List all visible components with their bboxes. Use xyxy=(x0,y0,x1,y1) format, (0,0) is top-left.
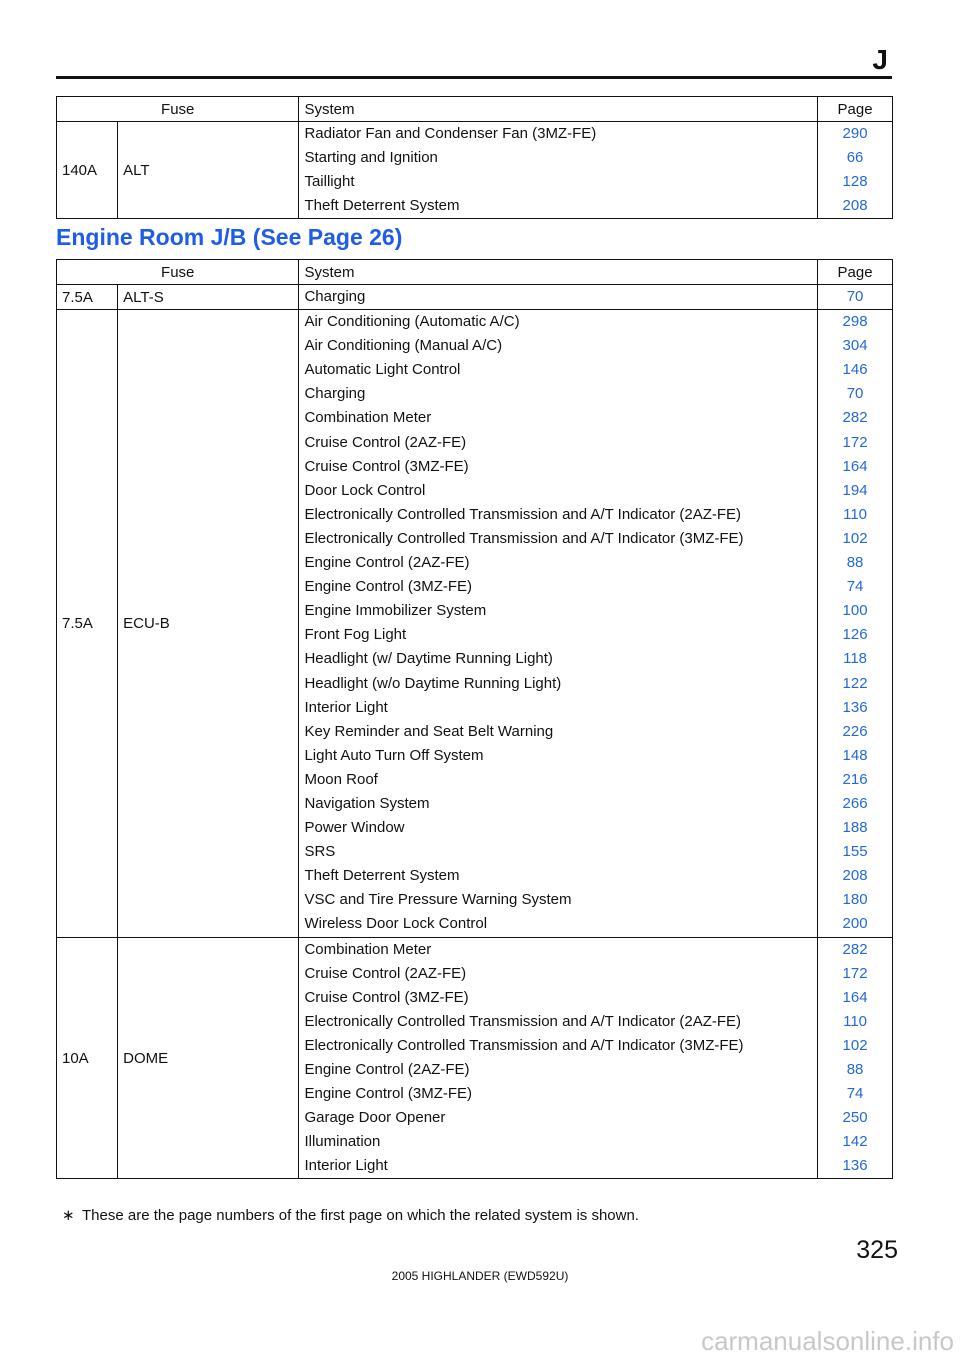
system-name: Electronically Controlled Transmission and A/T Indicator (3MZ-FE) xyxy=(304,529,744,547)
system-name: Door Lock Control xyxy=(304,481,426,499)
page-reference-link[interactable]: 66 xyxy=(846,149,864,167)
fuse-name: ALT-S xyxy=(118,285,299,310)
system-name: Interior Light xyxy=(304,698,388,716)
system-name: Navigation System xyxy=(304,794,430,812)
system-name: Headlight (w/ Daytime Running Light) xyxy=(304,650,553,668)
fuse-table-engine-room xyxy=(56,259,893,1179)
page-reference-link[interactable]: 100 xyxy=(842,602,868,620)
system-name: Theft Deterrent System xyxy=(304,867,460,885)
footnote-symbol: ∗ xyxy=(62,1207,75,1224)
page-reference-link[interactable]: 194 xyxy=(842,481,868,499)
table-header-row xyxy=(57,260,893,285)
system-column-header: System xyxy=(299,97,818,122)
page-reference-link[interactable]: 155 xyxy=(842,843,868,861)
table-row xyxy=(57,310,893,937)
system-name: Charging xyxy=(304,288,366,305)
fuse-column-header: Fuse xyxy=(57,97,299,122)
page-number: 325 xyxy=(856,1236,898,1264)
page-reference-link[interactable]: 172 xyxy=(842,964,868,982)
page-reference-link[interactable]: 164 xyxy=(842,457,868,475)
page-reference-link[interactable]: 208 xyxy=(842,197,868,215)
system-name: Engine Control (3MZ-FE) xyxy=(304,1085,473,1103)
page-reference-link[interactable]: 188 xyxy=(842,819,868,837)
page-reference-link[interactable]: 146 xyxy=(842,361,868,379)
page-reference-link[interactable]: 298 xyxy=(842,313,868,331)
system-name: Automatic Light Control xyxy=(304,361,461,379)
footnote-text: These are the page numbers of the first page on which the related system is shown. xyxy=(82,1207,639,1224)
fuse-amperage: 10A xyxy=(57,937,118,1179)
table-row xyxy=(57,285,893,310)
page-reference-link[interactable]: 110 xyxy=(843,505,868,523)
page-list xyxy=(818,285,893,310)
system-name: Combination Meter xyxy=(304,409,432,427)
page-reference-link[interactable]: 282 xyxy=(842,409,868,427)
system-name: Electronically Controlled Transmission and A/T Indicator (2AZ-FE) xyxy=(304,1012,742,1030)
fuse-amperage: 140A xyxy=(57,122,118,219)
page-reference-link[interactable]: 216 xyxy=(842,770,868,788)
fuse-amperage: 7.5A xyxy=(57,310,118,937)
fuse-name: ALT xyxy=(118,122,299,219)
fuse-name: DOME xyxy=(118,937,299,1179)
system-name: Taillight xyxy=(304,173,355,191)
page-reference-link[interactable]: 70 xyxy=(846,385,864,403)
system-name: Cruise Control (3MZ-FE) xyxy=(304,457,469,475)
page-reference-link[interactable]: 128 xyxy=(842,173,868,191)
system-name: Engine Control (3MZ-FE) xyxy=(304,578,473,596)
page-reference-link[interactable]: 118 xyxy=(843,650,868,668)
fuse-amperage: 7.5A xyxy=(57,285,118,310)
page-reference-link[interactable]: 172 xyxy=(842,433,868,451)
footnote xyxy=(62,1206,639,1224)
page-reference-link[interactable]: 102 xyxy=(842,529,868,547)
system-name: Moon Roof xyxy=(304,770,378,788)
fuse-column-header: Fuse xyxy=(57,260,299,285)
page-reference-link[interactable]: 250 xyxy=(842,1109,868,1127)
system-name: VSC and Tire Pressure Warning System xyxy=(304,891,572,909)
page-reference-link[interactable]: 74 xyxy=(846,578,864,596)
system-name: Electronically Controlled Transmission and A/T Indicator (3MZ-FE) xyxy=(304,1036,744,1054)
section-letter: J xyxy=(872,44,888,75)
header-rule xyxy=(56,76,892,79)
system-list xyxy=(299,285,818,310)
page-reference-link[interactable]: 180 xyxy=(842,891,868,909)
system-name: Garage Door Opener xyxy=(304,1109,446,1127)
system-list xyxy=(299,310,818,937)
system-name: Front Fog Light xyxy=(304,626,407,644)
page-reference-link[interactable]: 142 xyxy=(842,1133,868,1151)
system-name: Air Conditioning (Automatic A/C) xyxy=(304,313,520,331)
system-name: Interior Light xyxy=(304,1157,388,1175)
page-reference-link[interactable]: 136 xyxy=(842,698,868,716)
system-name: Headlight (w/o Daytime Running Light) xyxy=(304,674,562,692)
system-name: Wireless Door Lock Control xyxy=(304,915,488,933)
page-reference-link[interactable]: 304 xyxy=(842,337,868,355)
system-column-header: System xyxy=(299,260,818,285)
table-header-row xyxy=(57,97,893,122)
page-reference-link[interactable]: 70 xyxy=(846,288,864,305)
page-reference-link[interactable]: 148 xyxy=(842,746,868,764)
system-list xyxy=(299,937,818,1179)
system-name: Cruise Control (2AZ-FE) xyxy=(304,433,467,451)
system-name: Cruise Control (2AZ-FE) xyxy=(304,964,467,982)
page-reference-link[interactable]: 110 xyxy=(843,1012,868,1030)
page-column-header: Page xyxy=(818,260,893,285)
page-reference-link[interactable]: 266 xyxy=(842,794,868,812)
system-list xyxy=(299,122,818,219)
system-name: Light Auto Turn Off System xyxy=(304,746,484,764)
page-reference-link[interactable]: 282 xyxy=(842,940,868,958)
page-reference-link[interactable]: 74 xyxy=(846,1085,864,1103)
page-reference-link[interactable]: 126 xyxy=(842,626,868,644)
page-reference-link[interactable]: 136 xyxy=(842,1157,868,1175)
system-name: Theft Deterrent System xyxy=(304,197,460,215)
page-reference-link[interactable]: 290 xyxy=(842,125,868,142)
page-reference-link[interactable]: 208 xyxy=(842,867,868,885)
page-column-header: Page xyxy=(818,97,893,122)
page-reference-link[interactable]: 226 xyxy=(842,722,868,740)
system-name: Air Conditioning (Manual A/C) xyxy=(304,337,503,355)
system-name: Engine Control (2AZ-FE) xyxy=(304,554,470,572)
page-list xyxy=(818,937,893,1179)
page-reference-link[interactable]: 200 xyxy=(842,915,868,933)
system-name: Charging xyxy=(304,385,366,403)
system-name: Engine Control (2AZ-FE) xyxy=(304,1061,470,1078)
system-name: Radiator Fan and Condenser Fan (3MZ-FE) xyxy=(304,125,597,142)
watermark: carmanualsonline.info xyxy=(701,1326,954,1356)
fuse-table-top xyxy=(56,96,893,219)
fuse-name: ECU-B xyxy=(118,310,299,937)
section-title: Engine Room J/B (See Page 26) xyxy=(56,224,403,250)
system-name: Engine Immobilizer System xyxy=(304,602,487,620)
page-reference-link[interactable]: 88 xyxy=(846,1061,864,1078)
system-name: Starting and Ignition xyxy=(304,149,438,167)
table-row xyxy=(57,122,893,219)
page-reference-link[interactable]: 122 xyxy=(842,674,868,692)
page-list xyxy=(818,122,893,219)
system-name: Cruise Control (3MZ-FE) xyxy=(304,988,469,1006)
system-name: Key Reminder and Seat Belt Warning xyxy=(304,722,554,740)
document-code: 2005 HIGHLANDER (EWD592U) xyxy=(391,1269,569,1283)
system-name: Power Window xyxy=(304,819,405,837)
system-name: Combination Meter xyxy=(304,940,432,958)
page-reference-link[interactable]: 164 xyxy=(842,988,868,1006)
page-reference-link[interactable]: 88 xyxy=(846,554,864,572)
system-name: SRS xyxy=(304,843,336,861)
page-reference-link[interactable]: 102 xyxy=(842,1036,868,1054)
table-row xyxy=(57,937,893,1179)
system-name: Electronically Controlled Transmission and A/T Indicator (2AZ-FE) xyxy=(304,505,742,523)
system-name: Illumination xyxy=(304,1133,381,1151)
page-list xyxy=(818,310,893,937)
